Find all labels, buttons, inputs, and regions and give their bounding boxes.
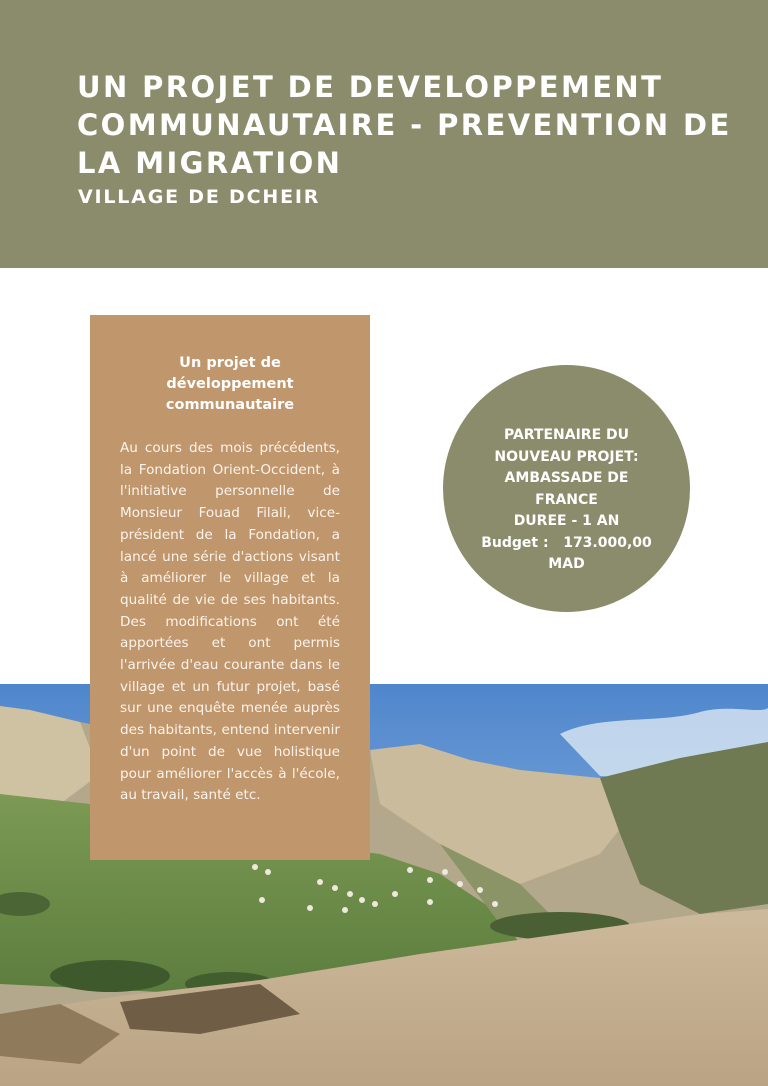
partner-line-2: NOUVEAU PROJET: <box>494 448 639 465</box>
card-title: Un projet de développement communautaire <box>165 355 295 413</box>
description-card <box>90 315 370 860</box>
header-banner <box>0 0 768 268</box>
budget-currency: MAD <box>548 556 585 572</box>
card-body-text: Au cours des mois précédents, la Fondation Orient-Occident, à l'initiative personnelle de Monsieur Fouad Filali, vice-président de la Fondation, a lancé une série d'actions visant à améliorer le village et la qualité de vie de ses habitants. Des modifications ont été apportées et ont permis l'arrivée d'eau courante dans le village et un futur projet, basé sur une enquête menée auprès des habitants, entend intervenir d'un point de vue holistique pour améliorer l'accès à l'école, au travail, santé etc. <box>120 440 340 804</box>
partner-line-1: PARTENAIRE DU <box>503 427 630 443</box>
project-info-circle <box>443 365 690 612</box>
page-subtitle: VILLAGE DE DCHEIR <box>78 186 321 208</box>
partner-line-3: AMBASSADE DE <box>504 470 629 486</box>
budget-text: Budget : 173.000,00 <box>481 534 652 551</box>
page-title: UN PROJET DE DEVELOPPEMENT COMMUNAUTAIRE - PREVENTION DE LA MIGRATION <box>77 70 732 180</box>
duration-text: DUREE - 1 AN <box>513 513 620 529</box>
partner-line-4: FRANCE <box>535 491 598 508</box>
